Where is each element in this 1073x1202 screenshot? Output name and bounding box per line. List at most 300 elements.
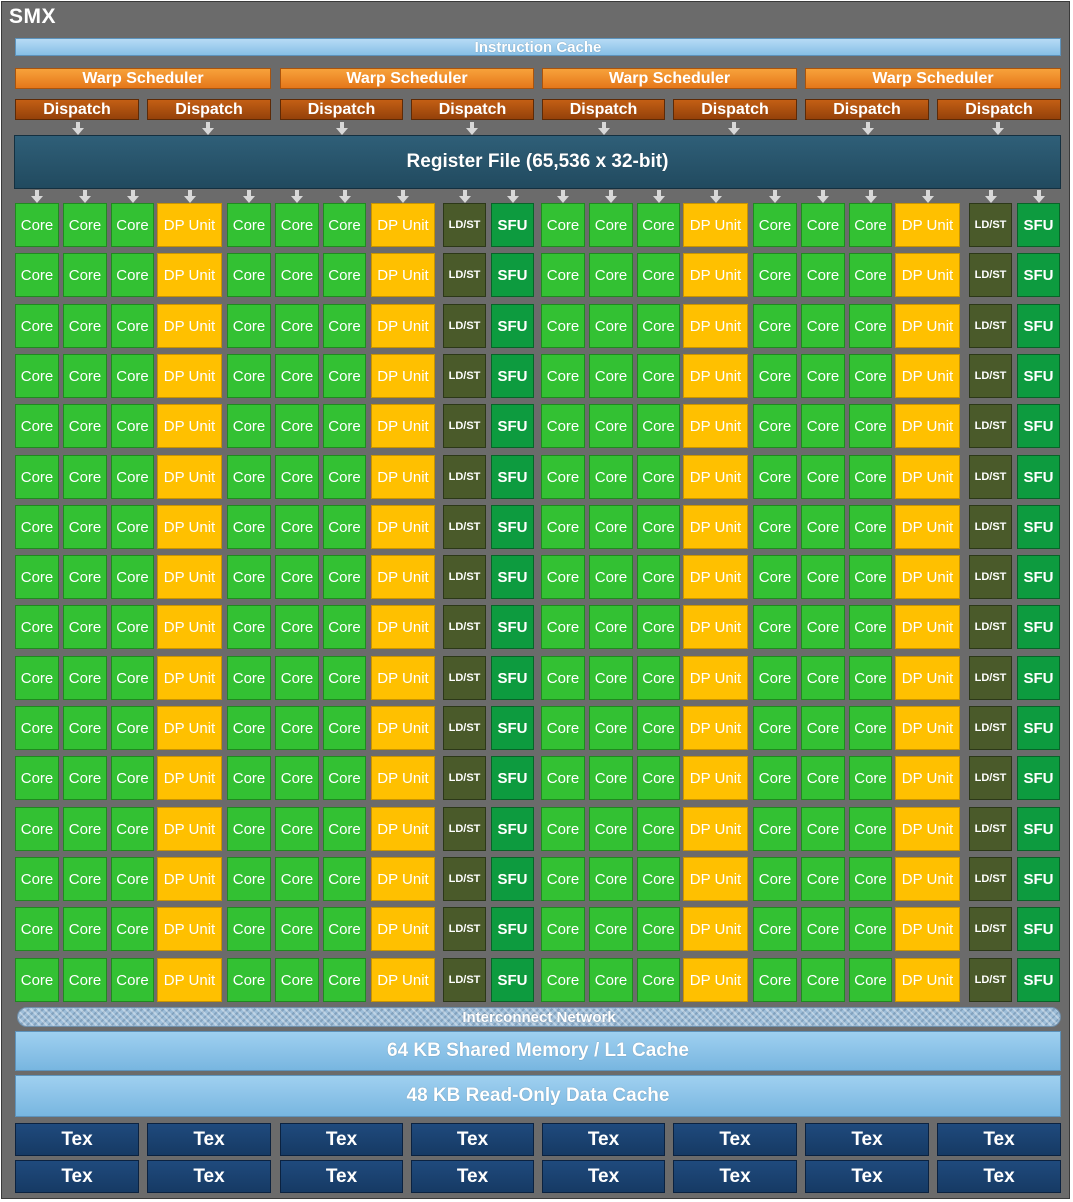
core-unit: Core [15, 605, 59, 649]
core-unit: Core [801, 907, 845, 951]
core-unit: Core [15, 807, 59, 851]
core-unit: Core [849, 857, 892, 901]
core-unit: Core [637, 656, 680, 700]
core-unit: Core [323, 203, 366, 247]
core-unit: Core [63, 253, 107, 297]
down-arrow-icon [605, 196, 617, 203]
tex-unit: Tex [280, 1123, 403, 1156]
down-arrow-icon [862, 128, 874, 135]
core-unit: Core [541, 656, 585, 700]
core-unit: Core [801, 756, 845, 800]
ldst-unit: LD/ST [969, 304, 1012, 348]
down-arrow-icon [291, 196, 303, 203]
core-unit: Core [227, 907, 271, 951]
core-unit: Core [227, 807, 271, 851]
core-unit: Core [753, 807, 797, 851]
core-unit: Core [63, 756, 107, 800]
dp-unit: DP Unit [157, 203, 222, 247]
core-unit: Core [15, 354, 59, 398]
core-unit: Core [63, 203, 107, 247]
dp-unit: DP Unit [895, 706, 960, 750]
core-unit: Core [801, 958, 845, 1002]
ldst-unit: LD/ST [443, 505, 486, 549]
core-unit: Core [227, 404, 271, 448]
sfu-unit: SFU [491, 203, 534, 247]
core-unit: Core [323, 958, 366, 1002]
dp-unit: DP Unit [683, 706, 748, 750]
core-unit: Core [637, 505, 680, 549]
core-unit: Core [753, 907, 797, 951]
core-unit: Core [637, 304, 680, 348]
down-arrow-icon [459, 196, 471, 203]
dispatch-unit-1: Dispatch [15, 99, 139, 120]
dp-unit: DP Unit [157, 706, 222, 750]
ldst-unit: LD/ST [969, 253, 1012, 297]
sfu-unit: SFU [491, 656, 534, 700]
core-unit: Core [541, 706, 585, 750]
core-unit: Core [753, 605, 797, 649]
core-unit: Core [801, 505, 845, 549]
ldst-unit: LD/ST [969, 958, 1012, 1002]
sfu-unit: SFU [491, 505, 534, 549]
core-unit: Core [589, 958, 633, 1002]
smx-title: SMX [9, 5, 57, 28]
core-unit: Core [637, 555, 680, 599]
sfu-unit: SFU [1017, 807, 1060, 851]
dp-unit: DP Unit [683, 203, 748, 247]
core-unit: Core [227, 203, 271, 247]
core-unit: Core [323, 656, 366, 700]
core-unit: Core [541, 455, 585, 499]
core-unit: Core [801, 857, 845, 901]
core-unit: Core [323, 404, 366, 448]
core-unit: Core [275, 756, 319, 800]
down-arrow-icon [243, 196, 255, 203]
core-unit: Core [323, 354, 366, 398]
dp-unit: DP Unit [157, 555, 222, 599]
dp-unit: DP Unit [157, 958, 222, 1002]
core-unit: Core [275, 857, 319, 901]
core-unit: Core [323, 555, 366, 599]
core-unit: Core [111, 756, 154, 800]
core-unit: Core [541, 253, 585, 297]
down-arrow-icon [985, 196, 997, 203]
core-unit: Core [63, 907, 107, 951]
ldst-unit: LD/ST [969, 354, 1012, 398]
down-arrow-icon [202, 128, 214, 135]
dp-unit: DP Unit [683, 605, 748, 649]
core-unit: Core [227, 455, 271, 499]
core-unit: Core [15, 555, 59, 599]
core-unit: Core [753, 706, 797, 750]
core-unit: Core [541, 404, 585, 448]
core-unit: Core [111, 253, 154, 297]
tex-unit: Tex [805, 1160, 929, 1193]
dispatch-unit-8: Dispatch [937, 99, 1061, 120]
core-unit: Core [63, 555, 107, 599]
down-arrow-icon [72, 128, 84, 135]
core-unit: Core [753, 656, 797, 700]
core-unit: Core [849, 907, 892, 951]
core-unit: Core [275, 505, 319, 549]
dp-unit: DP Unit [157, 907, 222, 951]
warp-scheduler-3: Warp Scheduler [542, 68, 797, 89]
sfu-unit: SFU [491, 304, 534, 348]
core-unit: Core [753, 756, 797, 800]
down-arrow-icon [992, 128, 1004, 135]
core-unit: Core [589, 555, 633, 599]
ldst-unit: LD/ST [969, 807, 1012, 851]
core-unit: Core [589, 455, 633, 499]
down-arrow-icon [922, 196, 934, 203]
dp-unit: DP Unit [157, 756, 222, 800]
sfu-unit: SFU [1017, 907, 1060, 951]
core-unit: Core [637, 253, 680, 297]
sfu-unit: SFU [1017, 555, 1060, 599]
tex-unit: Tex [673, 1160, 797, 1193]
sfu-unit: SFU [491, 605, 534, 649]
warp-scheduler-1: Warp Scheduler [15, 68, 271, 89]
ldst-unit: LD/ST [969, 455, 1012, 499]
sfu-unit: SFU [491, 455, 534, 499]
core-unit: Core [589, 404, 633, 448]
ldst-unit: LD/ST [969, 605, 1012, 649]
core-unit: Core [637, 907, 680, 951]
core-unit: Core [275, 354, 319, 398]
dp-unit: DP Unit [371, 253, 435, 297]
dp-unit: DP Unit [157, 807, 222, 851]
core-unit: Core [63, 505, 107, 549]
dp-unit: DP Unit [371, 907, 435, 951]
core-unit: Core [275, 958, 319, 1002]
ldst-unit: LD/ST [969, 203, 1012, 247]
core-unit: Core [15, 958, 59, 1002]
dp-unit: DP Unit [371, 958, 435, 1002]
core-unit: Core [323, 253, 366, 297]
core-unit: Core [111, 656, 154, 700]
tex-unit: Tex [147, 1123, 271, 1156]
core-unit: Core [541, 505, 585, 549]
dp-unit: DP Unit [371, 756, 435, 800]
core-unit: Core [275, 907, 319, 951]
core-unit: Core [541, 354, 585, 398]
down-arrow-icon [769, 196, 781, 203]
read-only-data-cache: 48 KB Read-Only Data Cache [15, 1075, 1061, 1117]
dispatch-unit-7: Dispatch [805, 99, 929, 120]
sfu-unit: SFU [491, 706, 534, 750]
core-unit: Core [323, 857, 366, 901]
sfu-unit: SFU [1017, 354, 1060, 398]
core-unit: Core [63, 656, 107, 700]
ldst-unit: LD/ST [443, 404, 486, 448]
core-unit: Core [63, 706, 107, 750]
warp-scheduler-4: Warp Scheduler [805, 68, 1061, 89]
dp-unit: DP Unit [371, 555, 435, 599]
core-unit: Core [589, 907, 633, 951]
dp-unit: DP Unit [157, 455, 222, 499]
core-unit: Core [849, 807, 892, 851]
down-arrow-icon [728, 128, 740, 135]
core-unit: Core [111, 958, 154, 1002]
core-unit: Core [275, 203, 319, 247]
dispatch-unit-6: Dispatch [673, 99, 797, 120]
core-unit: Core [541, 857, 585, 901]
core-unit: Core [541, 807, 585, 851]
core-unit: Core [849, 404, 892, 448]
core-unit: Core [753, 253, 797, 297]
dp-unit: DP Unit [683, 505, 748, 549]
core-unit: Core [323, 605, 366, 649]
dp-unit: DP Unit [683, 555, 748, 599]
dp-unit: DP Unit [683, 304, 748, 348]
core-unit: Core [753, 555, 797, 599]
core-unit: Core [227, 354, 271, 398]
core-unit: Core [111, 354, 154, 398]
core-unit: Core [849, 354, 892, 398]
sfu-unit: SFU [1017, 656, 1060, 700]
core-unit: Core [589, 605, 633, 649]
dp-unit: DP Unit [371, 203, 435, 247]
dispatch-unit-3: Dispatch [280, 99, 403, 120]
ldst-unit: LD/ST [969, 907, 1012, 951]
dp-unit: DP Unit [683, 807, 748, 851]
core-unit: Core [589, 807, 633, 851]
dp-unit: DP Unit [683, 656, 748, 700]
core-unit: Core [111, 857, 154, 901]
core-unit: Core [227, 958, 271, 1002]
core-unit: Core [637, 857, 680, 901]
core-unit: Core [323, 455, 366, 499]
ldst-unit: LD/ST [443, 354, 486, 398]
ldst-unit: LD/ST [443, 253, 486, 297]
core-unit: Core [15, 656, 59, 700]
core-unit: Core [275, 555, 319, 599]
core-unit: Core [275, 304, 319, 348]
core-unit: Core [753, 958, 797, 1002]
core-unit: Core [589, 354, 633, 398]
dp-unit: DP Unit [895, 958, 960, 1002]
core-unit: Core [801, 404, 845, 448]
core-unit: Core [227, 505, 271, 549]
dispatch-unit-4: Dispatch [411, 99, 534, 120]
dp-unit: DP Unit [683, 756, 748, 800]
warp-scheduler-2: Warp Scheduler [280, 68, 534, 89]
dp-unit: DP Unit [895, 756, 960, 800]
core-unit: Core [15, 304, 59, 348]
core-unit: Core [801, 304, 845, 348]
dp-unit: DP Unit [683, 857, 748, 901]
tex-unit: Tex [15, 1160, 139, 1193]
core-unit: Core [637, 404, 680, 448]
ldst-unit: LD/ST [443, 455, 486, 499]
dp-unit: DP Unit [157, 505, 222, 549]
core-unit: Core [323, 756, 366, 800]
dp-unit: DP Unit [683, 907, 748, 951]
sfu-unit: SFU [491, 354, 534, 398]
core-unit: Core [849, 958, 892, 1002]
down-arrow-icon [31, 196, 43, 203]
dp-unit: DP Unit [157, 304, 222, 348]
interconnect-network: Interconnect Network [17, 1007, 1061, 1027]
sfu-unit: SFU [1017, 455, 1060, 499]
dp-unit: DP Unit [895, 605, 960, 649]
core-unit: Core [637, 756, 680, 800]
core-unit: Core [63, 354, 107, 398]
core-unit: Core [323, 706, 366, 750]
core-unit: Core [849, 304, 892, 348]
dispatch-unit-2: Dispatch [147, 99, 271, 120]
down-arrow-icon [466, 128, 478, 135]
core-unit: Core [849, 555, 892, 599]
tex-unit: Tex [673, 1123, 797, 1156]
core-unit: Core [637, 706, 680, 750]
dp-unit: DP Unit [683, 253, 748, 297]
core-unit: Core [323, 505, 366, 549]
core-unit: Core [63, 958, 107, 1002]
core-unit: Core [63, 857, 107, 901]
core-unit: Core [753, 455, 797, 499]
ldst-unit: LD/ST [969, 656, 1012, 700]
down-arrow-icon [710, 196, 722, 203]
dp-unit: DP Unit [371, 605, 435, 649]
core-unit: Core [541, 907, 585, 951]
core-unit: Core [227, 706, 271, 750]
core-unit: Core [801, 807, 845, 851]
down-arrow-icon [507, 196, 519, 203]
sfu-unit: SFU [1017, 605, 1060, 649]
dp-unit: DP Unit [683, 404, 748, 448]
core-unit: Core [849, 455, 892, 499]
core-unit: Core [111, 505, 154, 549]
core-unit: Core [111, 907, 154, 951]
core-unit: Core [753, 354, 797, 398]
core-unit: Core [541, 555, 585, 599]
core-unit: Core [227, 857, 271, 901]
core-unit: Core [589, 505, 633, 549]
core-unit: Core [753, 505, 797, 549]
core-unit: Core [323, 304, 366, 348]
down-arrow-icon [127, 196, 139, 203]
core-unit: Core [589, 203, 633, 247]
core-unit: Core [15, 404, 59, 448]
dp-unit: DP Unit [371, 656, 435, 700]
core-unit: Core [753, 304, 797, 348]
sfu-unit: SFU [1017, 958, 1060, 1002]
core-unit: Core [849, 253, 892, 297]
dp-unit: DP Unit [895, 455, 960, 499]
smx-diagram [1, 1, 1070, 1199]
core-unit: Core [63, 807, 107, 851]
ldst-unit: LD/ST [443, 203, 486, 247]
core-unit: Core [801, 555, 845, 599]
ldst-unit: LD/ST [969, 404, 1012, 448]
core-unit: Core [801, 706, 845, 750]
core-unit: Core [541, 605, 585, 649]
core-unit: Core [227, 253, 271, 297]
core-unit: Core [541, 958, 585, 1002]
core-unit: Core [15, 203, 59, 247]
dp-unit: DP Unit [895, 656, 960, 700]
ldst-unit: LD/ST [443, 656, 486, 700]
core-unit: Core [637, 958, 680, 1002]
core-unit: Core [849, 505, 892, 549]
dp-unit: DP Unit [895, 354, 960, 398]
dp-unit: DP Unit [371, 505, 435, 549]
dp-unit: DP Unit [371, 304, 435, 348]
core-unit: Core [227, 605, 271, 649]
core-unit: Core [275, 706, 319, 750]
sfu-unit: SFU [491, 958, 534, 1002]
core-unit: Core [63, 455, 107, 499]
down-arrow-icon [336, 128, 348, 135]
dp-unit: DP Unit [157, 253, 222, 297]
sfu-unit: SFU [491, 807, 534, 851]
core-unit: Core [227, 304, 271, 348]
sfu-unit: SFU [491, 907, 534, 951]
dp-unit: DP Unit [895, 857, 960, 901]
core-unit: Core [849, 706, 892, 750]
core-unit: Core [589, 706, 633, 750]
ldst-unit: LD/ST [443, 857, 486, 901]
dp-unit: DP Unit [371, 706, 435, 750]
ldst-unit: LD/ST [969, 505, 1012, 549]
dp-unit: DP Unit [157, 857, 222, 901]
sfu-unit: SFU [491, 857, 534, 901]
core-unit: Core [849, 756, 892, 800]
sfu-unit: SFU [491, 756, 534, 800]
sfu-unit: SFU [1017, 505, 1060, 549]
instruction-cache: Instruction Cache [15, 38, 1061, 56]
tex-unit: Tex [542, 1123, 665, 1156]
core-unit: Core [111, 304, 154, 348]
dp-unit: DP Unit [895, 304, 960, 348]
core-unit: Core [275, 404, 319, 448]
core-unit: Core [275, 605, 319, 649]
dp-unit: DP Unit [895, 555, 960, 599]
sfu-unit: SFU [491, 555, 534, 599]
dp-unit: DP Unit [157, 354, 222, 398]
core-unit: Core [801, 203, 845, 247]
ldst-unit: LD/ST [443, 605, 486, 649]
down-arrow-icon [557, 196, 569, 203]
dp-unit: DP Unit [895, 203, 960, 247]
core-unit: Core [801, 455, 845, 499]
core-unit: Core [541, 203, 585, 247]
core-unit: Core [111, 404, 154, 448]
down-arrow-icon [397, 196, 409, 203]
core-unit: Core [15, 706, 59, 750]
core-unit: Core [275, 656, 319, 700]
dp-unit: DP Unit [895, 907, 960, 951]
register-file: Register File (65,536 x 32-bit) [14, 135, 1061, 189]
core-unit: Core [15, 907, 59, 951]
core-unit: Core [111, 455, 154, 499]
core-unit: Core [15, 857, 59, 901]
sfu-unit: SFU [491, 404, 534, 448]
core-unit: Core [801, 656, 845, 700]
core-unit: Core [63, 404, 107, 448]
sfu-unit: SFU [1017, 203, 1060, 247]
core-unit: Core [637, 807, 680, 851]
down-arrow-icon [1033, 196, 1045, 203]
tex-unit: Tex [280, 1160, 403, 1193]
core-unit: Core [753, 857, 797, 901]
sfu-unit: SFU [1017, 857, 1060, 901]
ldst-unit: LD/ST [443, 555, 486, 599]
down-arrow-icon [817, 196, 829, 203]
dp-unit: DP Unit [157, 605, 222, 649]
core-unit: Core [15, 756, 59, 800]
